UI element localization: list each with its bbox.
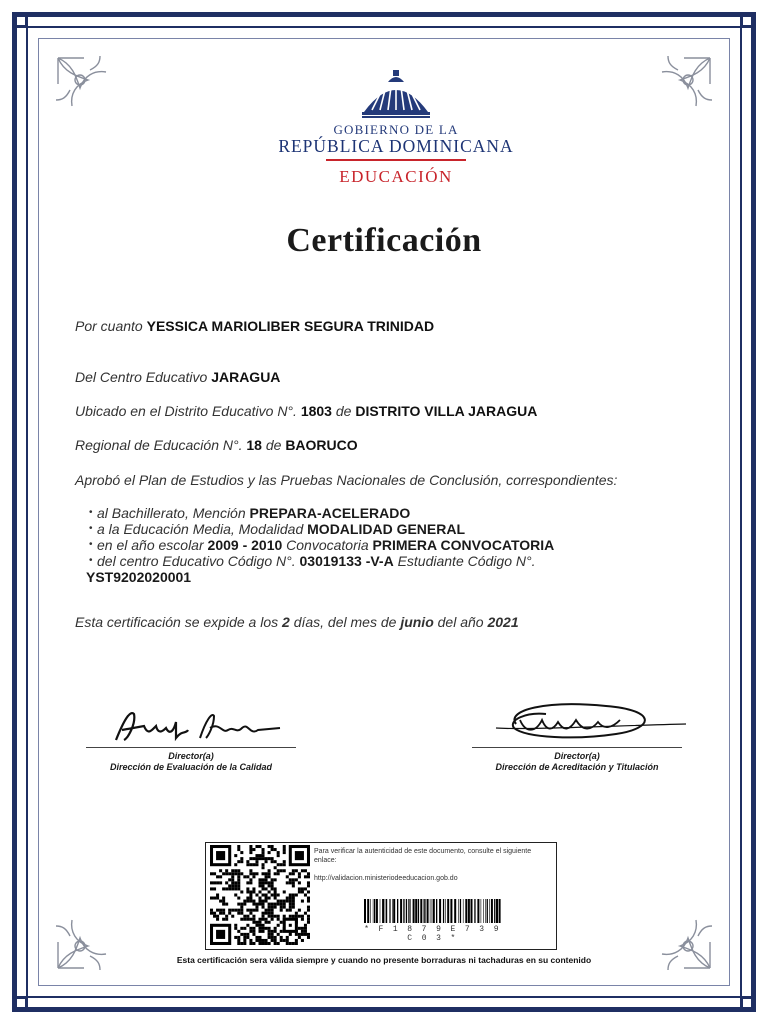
signature-department: Dirección de Acreditación y Titulación [495,762,659,772]
corner-square-bl [14,996,28,1010]
signature-block-left [86,747,296,773]
list-item [75,553,635,585]
center-code-label: del centro Educativo Código N°. [97,553,296,569]
year-label: en el año escolar [97,537,204,553]
approval-line [75,472,617,489]
district-prefix: Ubicado en el Distrito Educativo N°. [75,403,297,419]
regional-prefix: Regional de Educación N°. [75,437,243,453]
bachillerato-label: al Bachillerato, Mención [97,505,246,521]
ministry-logo [246,66,546,190]
signature-department: Dirección de Evaluación de la Calidad [109,762,273,772]
district-name: DISTRITO VILLA JARAGUA [355,403,538,419]
corner-square-tr [740,14,754,28]
issue-mid-1: días, del mes de [293,614,397,630]
student-code: YST9202020001 [86,569,192,585]
school-prefix: Del Centro Educativo [75,369,208,385]
student-name: YESSICA MARIOLIBER SEGURA TRINIDAD [146,318,435,334]
bachillerato-value: PREPARA-ACELERADO [249,505,411,521]
signature-right [486,698,686,748]
district-number: 1803 [300,403,332,419]
media-value: MODALIDAD GENERAL [307,521,466,537]
issue-day: 2 [282,614,290,630]
issue-month: junio [400,614,434,630]
center-code-suffix: -V-A [365,553,394,569]
issue-line [75,614,519,631]
regional-connector: de [265,437,282,453]
list-item [75,537,635,553]
corner-ornament-tr [642,50,718,126]
document-title: Certificación [286,222,482,259]
approval-list [75,505,635,585]
student-prefix: Por cuanto [75,318,143,334]
list-item [75,505,635,521]
student-line [75,318,434,335]
gov-line-2: REPÚBLICA DOMINICANA [278,136,514,156]
validity-note: Esta certificación sera válida siempre y cuando no presente borraduras ni tachaduras en su contenido [176,955,592,965]
list-item [75,521,635,537]
verification-url[interactable]: http://validacion.ministeriodeeducacion.gob.do [314,875,458,882]
barcode [364,899,501,923]
regional-line [75,437,358,454]
verification-text: Para verificar la autenticidad de este documento, consulte el siguiente enlace: [314,848,532,864]
signature-block-right [472,747,682,773]
school-line [75,369,280,386]
center-code: 03019133 [299,553,362,569]
student-code-label: Estudiante Código N°. [397,553,536,569]
convocatoria-label: Convocatoria [286,537,369,553]
year-value: 2009 - 2010 [207,537,283,553]
signature-role: Director(a) [168,751,214,761]
district-connector: de [335,403,352,419]
red-divider [326,159,466,161]
ministry-name: EDUCACIÓN [339,167,453,186]
dome-icon [358,68,434,120]
barcode-text: * F 1 8 7 9 E 7 3 9 C 0 3 * [364,925,501,943]
signature-line [472,747,682,748]
school-name: JARAGUA [211,369,281,385]
regional-name: BAORUCO [285,437,358,453]
issue-prefix: Esta certificación se expide a los [75,614,279,630]
signature-role: Director(a) [554,751,600,761]
signature-line [86,747,296,748]
media-label: a la Educación Media, Modalidad [97,521,304,537]
corner-square-br [740,996,754,1010]
signature-left [110,700,290,750]
gov-line-1: GOBIERNO DE LA [333,122,459,137]
corner-square-tl [14,14,28,28]
qr-code[interactable] [210,845,310,945]
issue-year: 2021 [487,614,519,630]
district-line [75,403,537,420]
verification-box [205,842,557,950]
issue-mid-2: del año [437,614,484,630]
corner-ornament-tl [50,50,126,126]
regional-number: 18 [246,437,262,453]
approval-text: Aprobó el Plan de Estudios y las Pruebas Nacionales de Conclusión, correspondientes: [75,472,618,488]
convocatoria-value: PRIMERA CONVOCATORIA [372,537,555,553]
